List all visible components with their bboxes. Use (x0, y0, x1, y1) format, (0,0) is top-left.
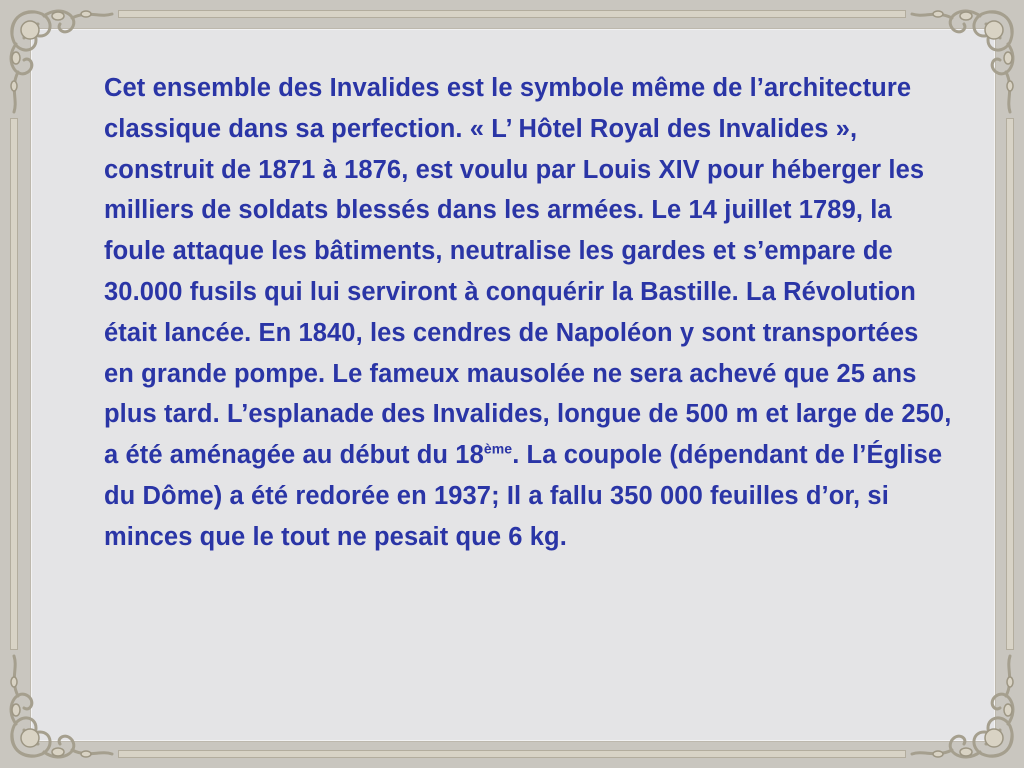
frame-border-top (118, 10, 906, 18)
top-left-scroll-ornament (0, 0, 120, 120)
paragraph-text-part2: . La coupole (dépendant de l’Église du Dôme) a été redorée en 1937; Il a fallu 350 000 feuilles d’or, si minces que le tout ne pesait que 6 kg. (104, 441, 943, 551)
frame-border-right (1006, 118, 1014, 650)
frame-border-bottom (118, 750, 906, 758)
bottom-left-scroll-ornament (0, 648, 120, 768)
invalides-paragraph (104, 68, 954, 558)
frame-border-left (10, 118, 18, 650)
paragraph-text-part1: Cet ensemble des Invalides est le symbole même de l’architecture classique dans sa perfection. « L’ Hôtel Royal des Invalides », construit de 1871 à 1876, est voulu par Louis XIV pour héberger les milliers de soldats blessés dans les armées. Le 14 juillet 1789, la foule attaque les bâtiments, neutralise les gardes et s’empare de 30.000 fusils qui lui serviront à conquérir la Bastille. La Révolution était lancée. En 1840, les cendres de Napoléon y sont transportées en grande pompe. Le fameux mausolée ne sera achevé que 25 ans plus tard. L’esplanade des Invalides, longue de 500 m et large de 250, a été aménagée au début du 18 (104, 74, 952, 470)
bottom-right-scroll-ornament (904, 648, 1024, 768)
ordinal-superscript: ème (483, 440, 513, 457)
